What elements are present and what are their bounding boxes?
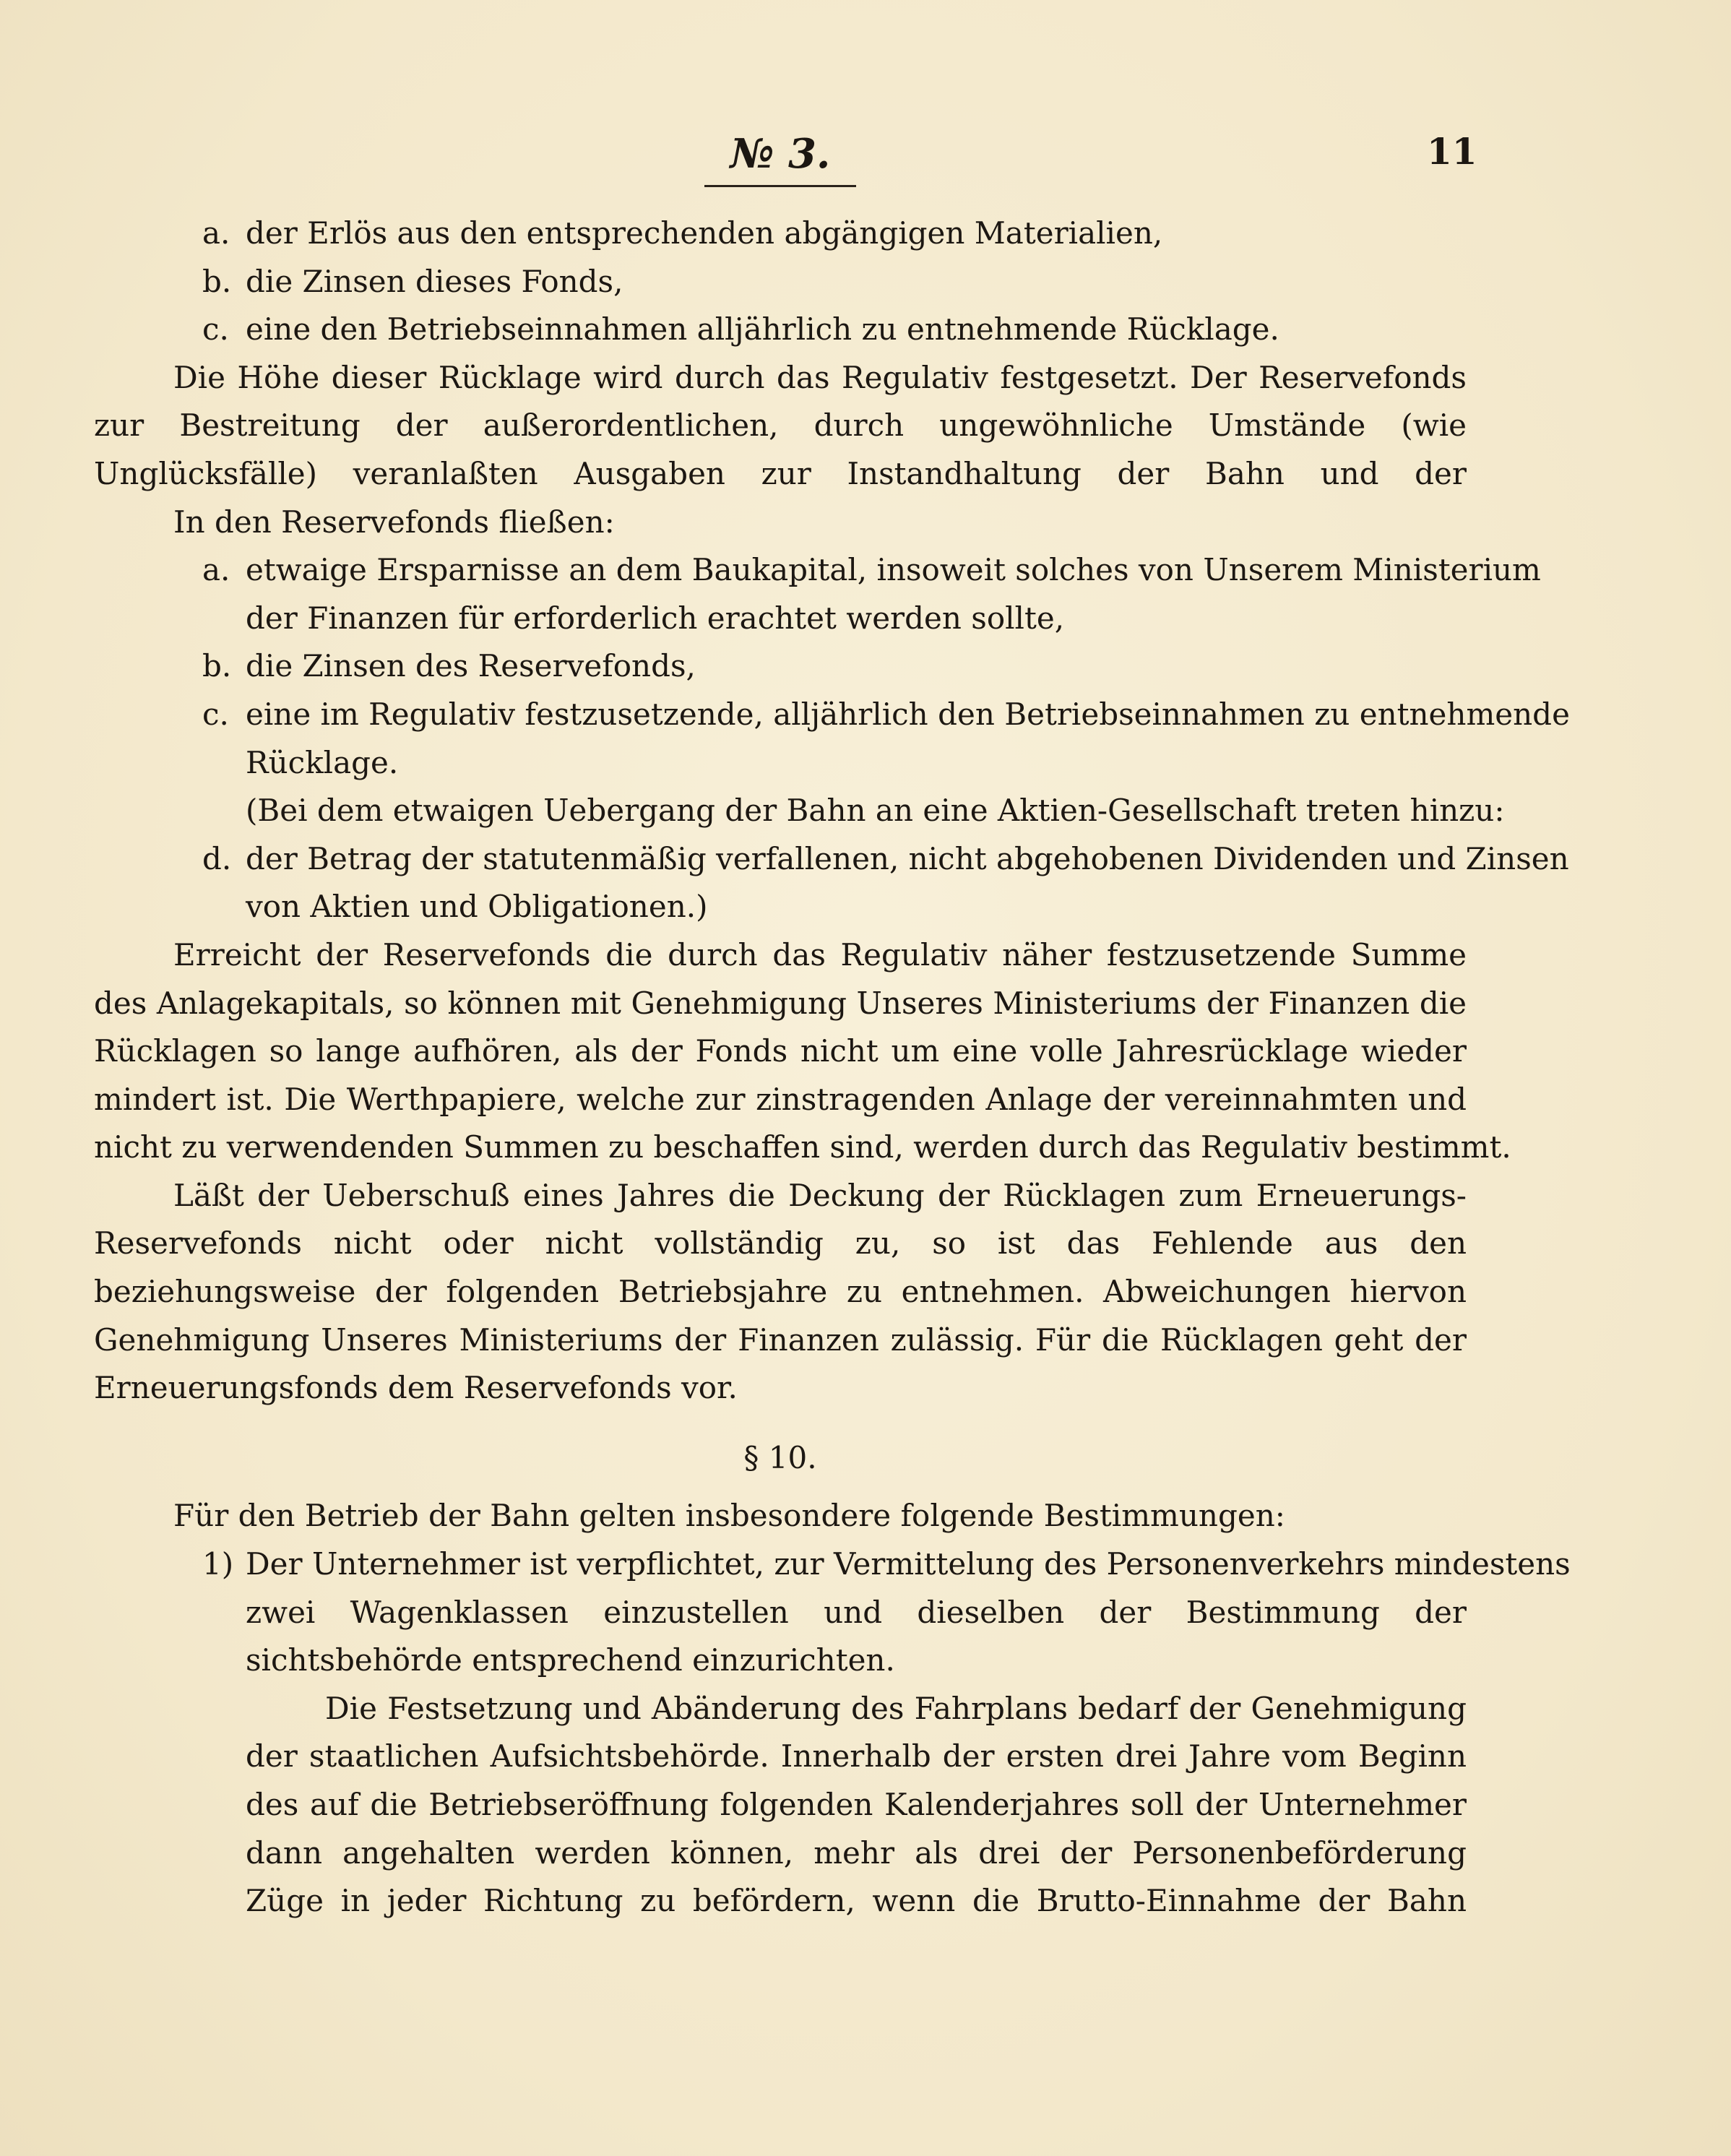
text-line: eine den Betriebseinnahmen alljährlich zu entnehmende Rücklage.	[246, 311, 1279, 348]
text-line: der Erlös aus den entsprechenden abgängigen Materialien,	[246, 215, 1163, 251]
list-marker: b.	[202, 648, 232, 684]
text-line: Für den Betrieb der Bahn gelten insbesondere folgende Bestimmungen:	[173, 1498, 1285, 1534]
text-line: zur Bestreitung der außerordentlichen, durch ungewöhnliche Umstände (wie	[94, 408, 1467, 444]
list-item	[94, 258, 1467, 306]
text-line: (Bei dem etwaigen Uebergang der Bahn an eine Aktien-Gesellschaft treten hinzu:	[246, 793, 1505, 829]
text-line: etwaige Ersparnisse an dem Baukapital, insoweit solches von Unserem Ministerium	[246, 552, 1541, 588]
text-line: Die Festsetzung und Abänderung des Fahrplans bedarf der Genehmigung	[325, 1690, 1467, 1726]
list-marker: c.	[202, 311, 229, 348]
text-line: zwei Wagenklassen einzustellen und dieselben der Bestimmung der	[246, 1594, 1467, 1630]
text-line: Genehmigung Unseres Ministeriums der Finanzen zulässig. Für die Rücklagen geht der	[94, 1321, 1467, 1358]
text-line: eine im Regulativ festzusetzende, alljährlich den Betriebseinnahmen zu entnehmende	[246, 696, 1570, 732]
body-text	[94, 210, 1571, 1926]
text-line: In den Reservefonds fließen:	[173, 504, 615, 540]
list-marker: d.	[202, 840, 232, 876]
page-header	[0, 130, 1731, 195]
text-line: der Finanzen für erforderlich erachtet werden sollte,	[246, 600, 1065, 636]
text-line: Züge in jeder Richtung zu befördern, wenn die Brutto-Einnahme der Bahn	[246, 1883, 1467, 1919]
list-item	[94, 306, 1467, 354]
text-line: Der Unternehmer ist verpflichtet, zur Vermittelung des Personenverkehrs mindestens	[246, 1546, 1571, 1582]
text-line: Erreicht der Reservefonds die durch das Regulativ näher festzusetzende Summe	[173, 936, 1467, 973]
text-line: des auf die Betriebseröffnung folgenden Kalenderjahres soll der Unternehmer	[246, 1787, 1467, 1822]
list-marker: c.	[202, 696, 229, 732]
list-item	[94, 691, 1570, 739]
text-line: Rücklagen so lange aufhören, als der Fonds nicht um eine volle Jahresrücklage wieder	[94, 1033, 1467, 1069]
text-line: dann angehalten werden können, mehr als drei der Personenbeförderung	[246, 1834, 1467, 1871]
list-item	[94, 210, 1467, 258]
page-number: 11	[1427, 130, 1477, 173]
text-line: der staatlichen Aufsichtsbehörde. Innerhalb der ersten drei Jahre vom Beginn	[246, 1738, 1467, 1775]
text-line: Läßt der Ueberschuß eines Jahres die Deckung der Rücklagen zum Erneuerungs-	[173, 1177, 1467, 1213]
text-line: Reservefonds nicht oder nicht vollständig zu, so ist das Fehlende aus den	[94, 1225, 1467, 1262]
text-line: nicht zu verwendenden Summen zu beschaffen sind, werden durch das Regulativ bestimmt.	[94, 1129, 1511, 1165]
text-line: des Anlagekapitals, so können mit Genehmigung Unseres Ministeriums der Finanzen die	[94, 985, 1467, 1021]
list-item	[94, 835, 1569, 884]
text-line: Die Höhe dieser Rücklage wird durch das Regulativ festgesetzt. Der Reservefonds	[173, 359, 1467, 395]
text-line: die Zinsen dieses Fonds,	[246, 263, 623, 299]
list-marker: a.	[202, 552, 230, 588]
list-marker: 1)	[202, 1546, 234, 1582]
text-line: sichtsbehörde entsprechend einzurichten.	[246, 1642, 895, 1678]
issue-number: № 3.	[704, 130, 856, 187]
list-marker: b.	[202, 263, 232, 299]
list-item	[94, 642, 1467, 691]
section-heading: § 10.	[743, 1439, 817, 1475]
text-line: Erneuerungsfonds dem Reservefonds vor.	[94, 1370, 738, 1406]
text-line: von Aktien und Obligationen.)	[246, 889, 708, 925]
text-line: beziehungsweise der folgenden Betriebsjahre zu entnehmen. Abweichungen hiervon	[94, 1274, 1467, 1310]
list-item	[94, 546, 1541, 595]
text-line: Unglücksfälle) veranlaßten Ausgaben zur Instandhaltung der Bahn und der	[94, 455, 1467, 491]
text-line: Rücklage.	[246, 744, 399, 780]
list-marker: a.	[202, 215, 230, 251]
text-line: mindert ist. Die Werthpapiere, welche zur zinstragenden Anlage der vereinnahmten und	[94, 1081, 1467, 1117]
text-line: der Betrag der statutenmäßig verfallenen, nicht abgehobenen Dividenden und Zinsen	[246, 840, 1569, 876]
text-line: die Zinsen des Reservefonds,	[246, 648, 696, 684]
list-item	[94, 1540, 1571, 1589]
